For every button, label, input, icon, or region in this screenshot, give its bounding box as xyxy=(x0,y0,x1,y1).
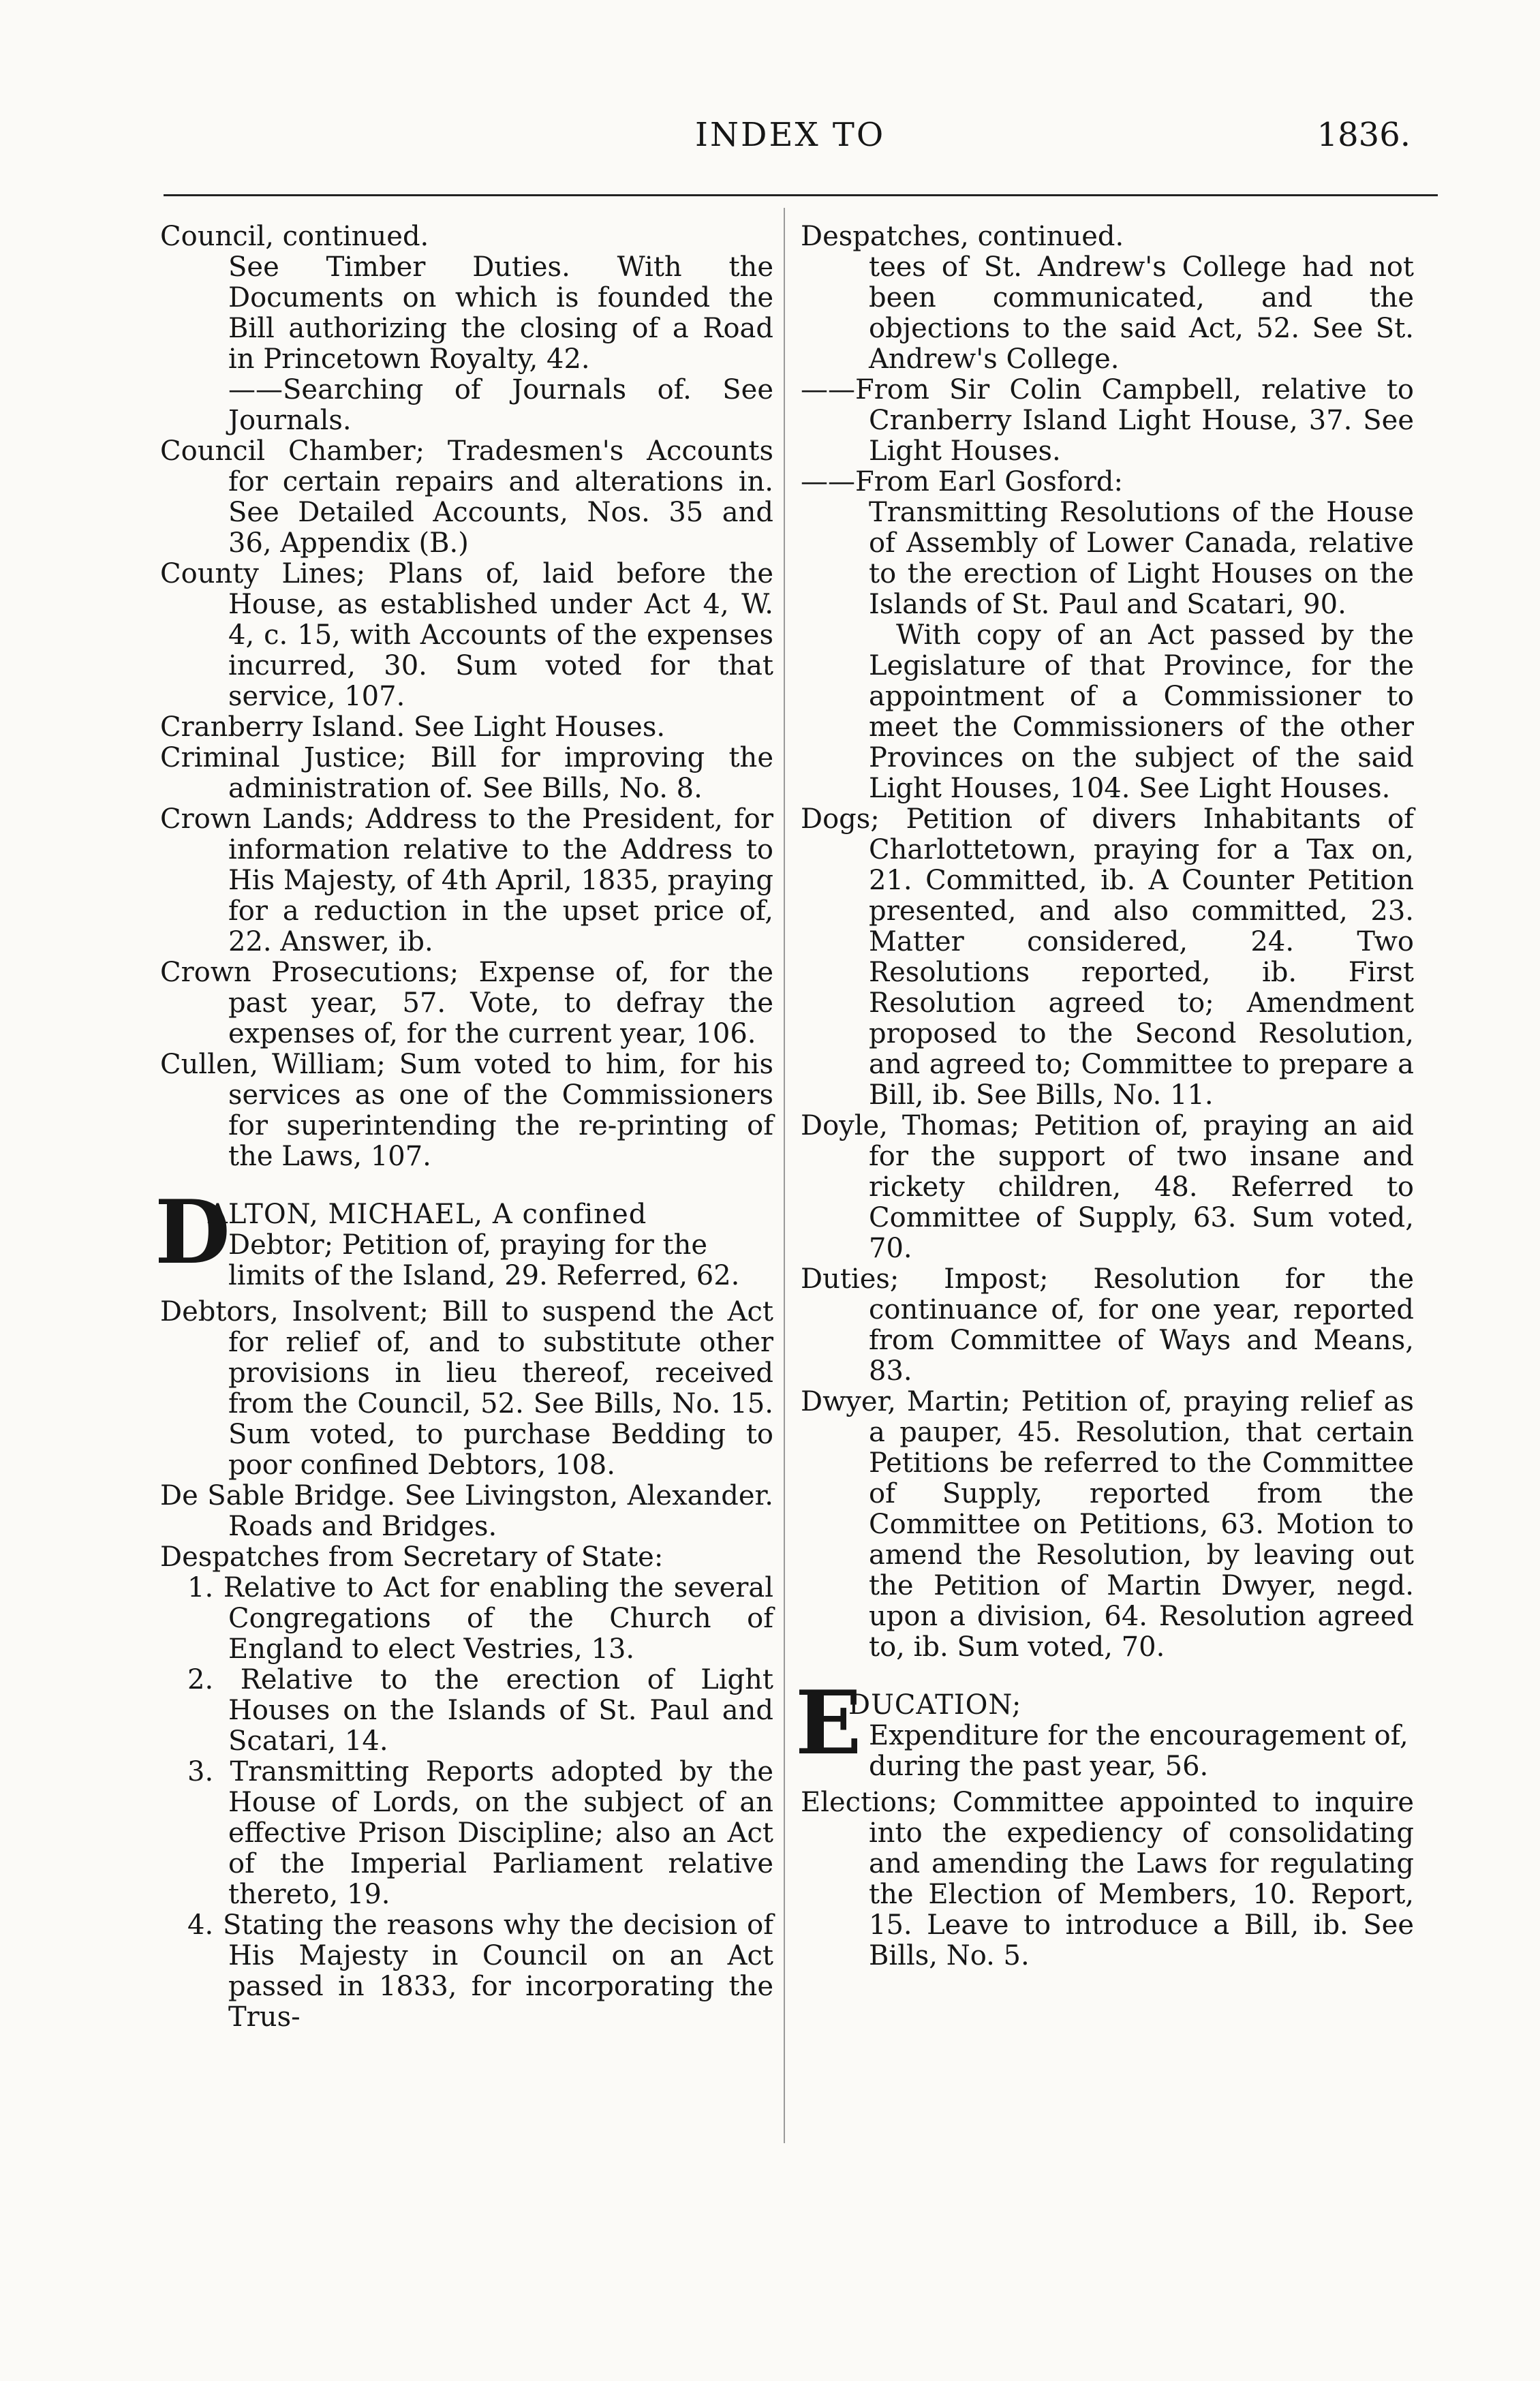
gosford-act-copy: With copy of an Act passed by the Legislature of that Province, for the appointment of a Commissioner to meet the Commissioners of the other Provinces on the subject of the said Light Houses, 104. See Light Houses. xyxy=(869,619,1414,804)
despatch-item-1: 1. Relative to Act for enabling the several Congregations of the Church of England to elect Vestries, 13. xyxy=(187,1572,773,1665)
drop-cap-d: D xyxy=(155,1182,230,1284)
index-entry-dogs: Dogs; Petition of divers Inhabitants of Charlottetown, praying for a Tax on, 21. Committed, ib. A Counter Petition presented, and also committed, 23. Matter considered, 24. Two Resolutions reported, ib. First Resolution agreed to; Amendment proposed to the Second Resolution, and agreed to; Committee to prepare a Bill, ib. See Bills, No. 11. xyxy=(801,803,1414,1111)
index-entry-despatches: Despatches from Secretary of State: xyxy=(160,1541,664,1573)
despatch-item-2: 2. Relative to the erection of Light Houses on the Islands of St. Paul and Scatari, 14. xyxy=(187,1664,773,1757)
index-entry-debtors-insolvent: Debtors, Insolvent; Bill to suspend the Act for relief of, and to substitute other provisions in lieu thereof, received from the Council, 52. See Bills, No. 15. Sum voted, to purchase Bedding to poor confined Debtors, 108. xyxy=(160,1296,773,1481)
header-rule xyxy=(164,194,1438,196)
despatch-earl-gosford: ——From Earl Gosford: xyxy=(801,466,1123,497)
education-text: Expenditure for the encouragement of, during the past year, 56. xyxy=(869,1720,1408,1782)
index-entry-crown-prosecutions: Crown Prosecutions; Expense of, for the past year, 57. Vote, to defray the expenses of, for the current year, 106. xyxy=(160,957,773,1049)
education-heading: DUCATION; xyxy=(848,1689,1022,1721)
dalton-text: Debtor; Petition of, praying for the limits of the Island, 29. Referred, 62. xyxy=(228,1229,740,1291)
index-entry-dalton xyxy=(155,1182,773,1291)
index-entry-de-sable-bridge: De Sable Bridge. See Livingston, Alexander. Roads and Bridges. xyxy=(160,1480,773,1542)
column-divider xyxy=(784,208,785,2143)
index-entry-council-chamber: Council Chamber; Tradesmen's Accounts for certain repairs and alterations in. See Detailed Accounts, Nos. 35 and 36, Appendix (B.) xyxy=(160,435,773,559)
index-entry-timber-duties: See Timber Duties. With the Documents on which is founded the Bill authorizing the closing of a Road in Princetown Royalty, 42. xyxy=(228,251,773,375)
right-column xyxy=(795,221,1414,1971)
page-year: 1836. xyxy=(1316,116,1411,154)
dalton-heading: ALTON, MICHAEL, A confined xyxy=(208,1199,647,1230)
index-entry-county-lines: County Lines; Plans of, laid before the House, as established under Act 4, W. 4, c. 15, with Accounts of the expenses incurred, 30. Sum voted for that service, 107. xyxy=(160,558,773,712)
index-entry-criminal-justice: Criminal Justice; Bill for improving the administration of. See Bills, No. 8. xyxy=(160,742,773,804)
index-entry-doyle-thomas: Doyle, Thomas; Petition of, praying an aid for the support of two insane and rickety children, 48. Referred to Committee of Supply, 63. Sum voted, 70. xyxy=(801,1110,1414,1264)
left-column xyxy=(155,221,773,2033)
index-entry-despatches-continued: Despatches, continued. xyxy=(801,221,1124,252)
index-entry-cullen-william: Cullen, William; Sum voted to him, for his services as one of the Commissioners for superintending the re-printing of the Laws, 107. xyxy=(160,1049,773,1172)
index-entry-crown-lands: Crown Lands; Address to the President, for information relative to the Address to His Majesty, of 4th April, 1835, praying for a reduction in the upset price of, 22. Answer, ib. xyxy=(160,803,773,957)
index-entry-education xyxy=(795,1672,1414,1782)
index-entry-duties: Duties; Impost; Resolution for the continuance of, for one year, reported from Committee of Ways and Means, 83. xyxy=(801,1263,1414,1387)
drop-cap-e: E xyxy=(795,1672,862,1775)
running-head xyxy=(0,116,1540,170)
despatch-item-3: 3. Transmitting Reports adopted by the House of Lords, on the subject of an effective Prison Discipline; also an Act of the Imperial Parliament relative thereto, 19. xyxy=(187,1756,773,1910)
gosford-resolutions: Transmitting Resolutions of the House of Assembly of Lower Canada, relative to the erection of Light Houses on the Islands of St. Paul and Scatari, 90. xyxy=(869,497,1414,620)
index-entry-dwyer-martin: Dwyer, Martin; Petition of, praying relief as a pauper, 45. Resolution, that certain Petitions be referred to the Committee of Supply, reported from the Committee on Petitions, 63. Motion to amend the Resolution, by leaving out the Petition of Martin Dwyer, negd. upon a division, 64. Resolution agreed to, ib. Sum voted, 70. xyxy=(801,1386,1414,1663)
index-entry-searching-journals: ——Searching of Journals of. See Journals. xyxy=(228,374,773,436)
despatch-item-4: 4. Stating the reasons why the decision of His Majesty in Council on an Act passed in 1833, for incorporating the Trus- xyxy=(187,1909,773,2033)
index-entry-cranberry-island: Cranberry Island. See Light Houses. xyxy=(160,711,666,743)
page-title: INDEX TO xyxy=(695,116,886,154)
despatch-colin-campbell: ——From Sir Colin Campbell, relative to Cranberry Island Light House, 37. See Light Houses. xyxy=(801,374,1414,467)
index-entry-council: Council, continued. xyxy=(160,221,429,252)
index-entry-elections: Elections; Committee appointed to inquire into the expediency of consolidating and amending the Laws for regulating the Election of Members, 10. Report, 15. Leave to introduce a Bill, ib. See Bills, No. 5. xyxy=(801,1787,1414,1971)
despatch-continuation: tees of St. Andrew's College had not been communicated, and the objections to the said Act, 52. See St. Andrew's College. xyxy=(869,251,1414,375)
